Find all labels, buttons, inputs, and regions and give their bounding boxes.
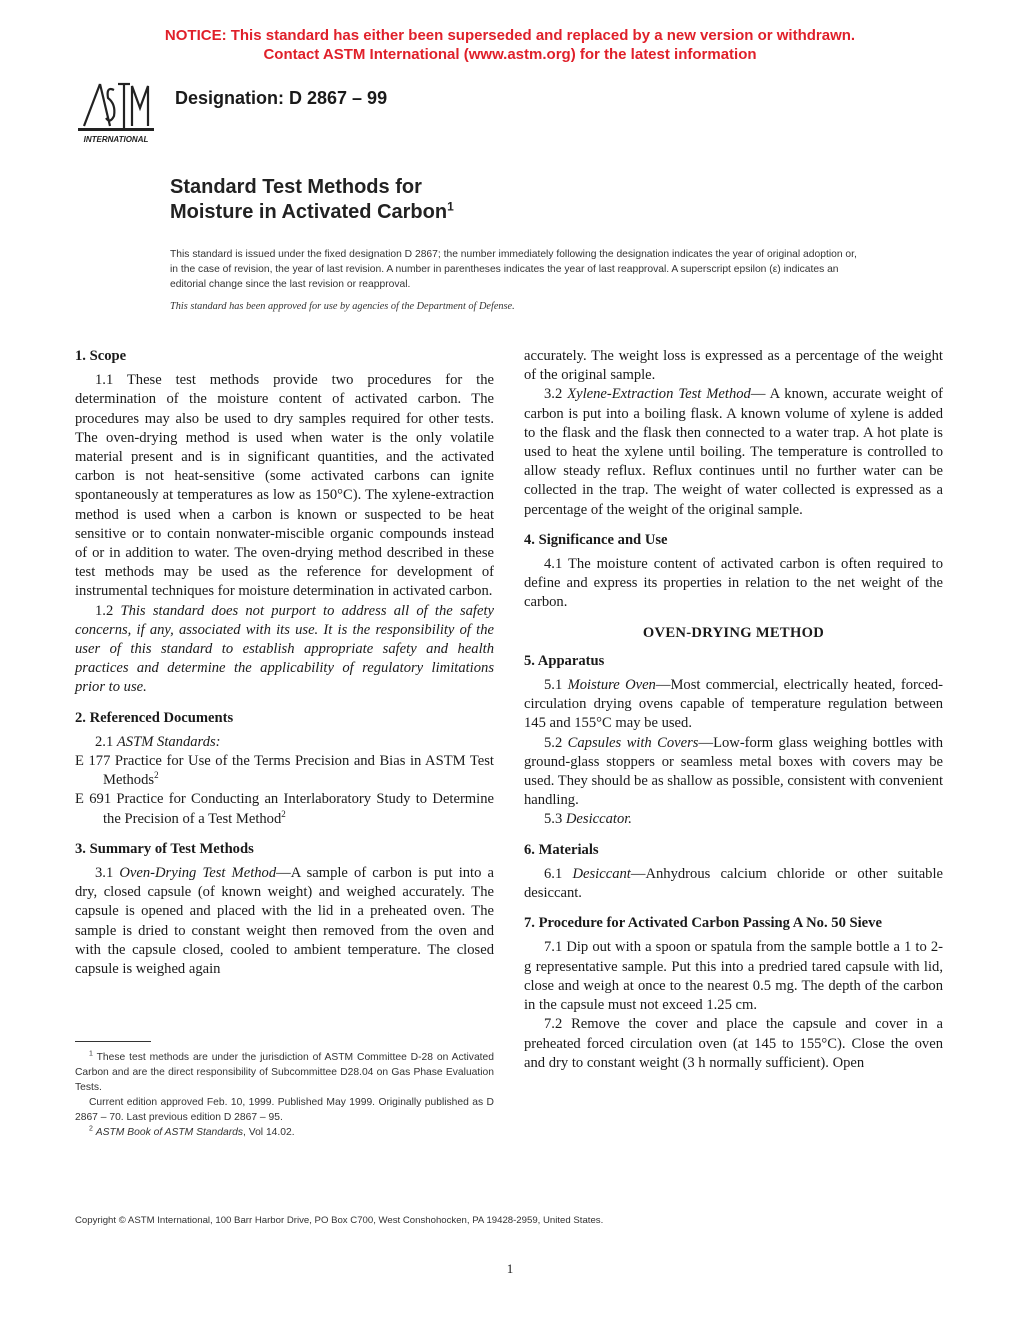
section-heading-scope: 1. Scope [75, 348, 127, 364]
page-number: 1 [506, 1261, 514, 1276]
paragraph-2-1: 2.1 ASTM Standards: [95, 733, 221, 750]
notice-line-1: NOTICE: This standard has either been superseded and replaced by a new version or withdrawn. [164, 27, 856, 44]
section-heading-apparatus: 5. Apparatus [524, 652, 605, 669]
designation: Designation: D 2867 – 99 [175, 88, 388, 108]
paragraph-7-2: 7.2 Remove the cover and place the capsule and cover in a preheated forced circulation oven (at 145 to 155°C). Close the oven and dry to constant weight (3 h normally sufficient). Open [524, 1016, 943, 1071]
paragraph-3-1: 3.1 Oven-Drying Test Method—A sample of carbon is put into a dry, closed capsule (of known weight) and weighed accurately. The capsule is opened and placed with the lid in a preheated oven. The sample is dried to constant weight then removed from the oven and with the capsule closed, cooled to ambient temperature. The closed capsule is weighed again [75, 865, 494, 978]
footnote-divider [75, 1041, 151, 1042]
dod-approval-note: This standard has been approved for use by agencies of the Department of Defense. [170, 301, 515, 312]
reference-e691: E 691 Practice for Conducting an Interlaboratory Study to Determine the Precision of a Test Method$^2$ [75, 791, 494, 827]
paragraph-3-2: 3.2 Xylene-Extraction Test Method— A known, accurate weight of carbon is put into a boiling flask. A known volume of xylene is added to the flask and the flask then connected to a water trap. A hot plate is used to heat the xylene until boiling. The temperature is controlled to allow steady reflux. Reflux continues until no further water can be collected in the trap. The weight of water collected is expressed as a percentage of the weight of the original sample. [524, 386, 943, 518]
oven-drying-method-heading: OVEN-DRYING METHOD [642, 624, 825, 641]
title-footnote-mark: 1 [447, 199, 454, 214]
reference-e177: E 177 Practice for Use of the Terms Precision and Bias in ASTM Test Methods$^2$ [75, 753, 494, 789]
logo-subtitle: INTERNATIONAL [83, 135, 149, 144]
section-heading-referenced-documents: 2. Referenced Documents [75, 709, 234, 726]
document-title [170, 175, 454, 225]
paragraph-4-1: 4.1 The moisture content of activated carbon is often required to define and express its properties in relation to the net weight of the carbon. [524, 556, 943, 611]
footnotes [75, 1050, 494, 1140]
notice-line-2: Contact ASTM International (www.astm.org) for the latest information [263, 46, 757, 63]
paragraph-7-1: 7.1 Dip out with a spoon or spatula from the sample bottle a 1 to 2-g representative sample. Put this into a predried tared capsule with lid, close and weigh at once to the nearest 0.5 mg. The depth of the carbon in the capsule must not exceed 1.25 cm. [524, 939, 943, 1014]
section-heading-procedure: 7. Procedure for Activated Carbon Passing A No. 50 Sieve [524, 915, 882, 932]
paragraph-6-1: 6.1 Desiccant—Anhydrous calcium chloride or other suitable desiccant. [524, 865, 944, 902]
superseded-notice [0, 26, 1020, 64]
paragraph-3-1-continued: accurately. The weight loss is expressed as a percentage of the weight of the original sample. [524, 348, 943, 384]
paragraph-1-1: 1.1 These test methods provide two procedures for the determination of the moisture content of activated carbon. The procedures may also be used to dry samples required for other tests. The oven-drying method is used when water is the only volatile material present and is in significant quantities, and the activated carbon is not heat-sensitive (some activated carbons can ignite spontaneously at temperatures as low as 150°C). The xylene-extraction method is used when a carbon is known or suspected to be heat sensitive or to contain nonwater-miscible organic compounds instead of or in addition to water. The oven-drying method described in these test methods may be used as the reference for development of instrumental techniques for moisture determination in activated carbon. [75, 372, 494, 600]
left-column [75, 347, 494, 979]
copyright-line: Copyright © ASTM International, 100 Barr Harbor Drive, PO Box C700, West Conshohocken, PA 19428-2959, United States. [75, 1215, 604, 1226]
astm-logo-icon [70, 78, 162, 148]
title-line-1: Standard Test Methods for [170, 176, 422, 198]
paragraph-1-2: 1.2 This standard does not purport to address all of the safety concerns, if any, associated with its use. It is the responsibility of the user of this standard to establish appropriate safety and health practices and determine the applicability of regulatory limitations prior to use. [75, 602, 494, 696]
paragraph-5-3: 5.3 Desiccator. [544, 811, 632, 828]
title-line-2: Moisture in Activated Carbon$^1$ [170, 199, 454, 223]
footnote-1-edition: Current edition approved Feb. 10, 1999. Published May 1999. Originally published as D 2867 – 70. Last previous edition D 2867 – 95. [75, 1097, 494, 1123]
paragraph-5-2: 5.2 Capsules with Covers—Low-form glass weighing bottles with ground-glass stoppers or seamless metal boxes with covers may be used. They should be as shallow as possible, consistent with convenient handling. [524, 734, 944, 809]
issuance-note: This standard is issued under the fixed designation D 2867; the number immediately following the designation indicates the year of original adoption or, in the case of revision, the year of last revision. A number in parentheses indicates the year of last reapproval. A superscript epsilon (ε) indicates an editorial change since the last revision or reapproval. [170, 249, 857, 290]
footnote-2: $^2$ ASTM Book of ASTM Standards, Vol 14.02. [89, 1125, 295, 1138]
section-heading-summary: 3. Summary of Test Methods [75, 840, 254, 857]
footnote-1: $^1$ These test methods are under the jurisdiction of ASTM Committee D-28 on Activated Carbon and are the direct responsibility of Subcommittee D28.04 on Gas Phase Evaluation Tests. [75, 1050, 494, 1093]
section-heading-significance: 4. Significance and Use [524, 531, 668, 548]
right-column [524, 347, 943, 1073]
section-heading-materials: 6. Materials [524, 841, 599, 858]
paragraph-5-1: 5.1 Moisture Oven—Most commercial, electrically heated, forced-circulation drying ovens capable of temperature regulation between 145 and 155°C may be used. [524, 677, 943, 732]
